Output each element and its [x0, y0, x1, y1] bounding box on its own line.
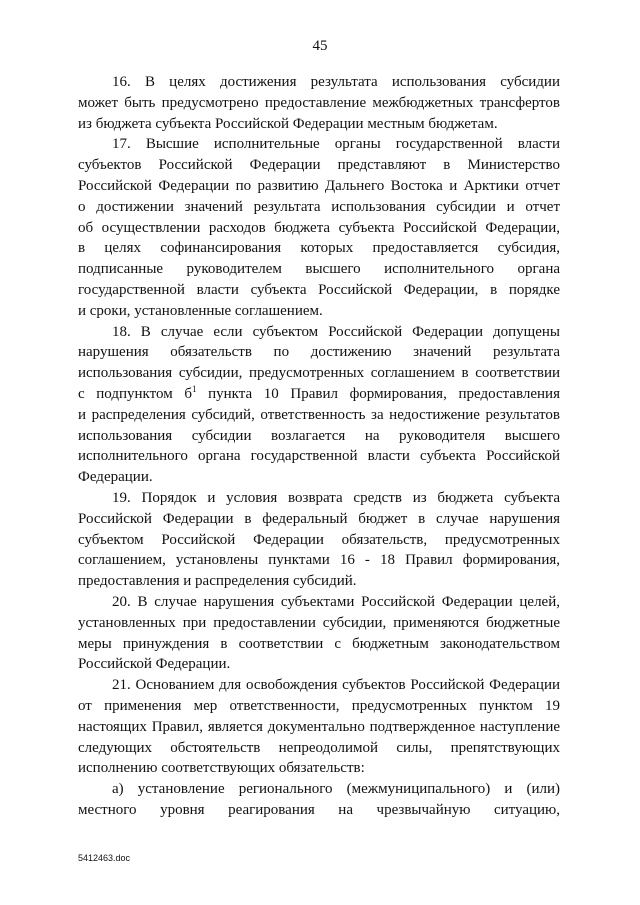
text-line: субъектом Российской Федерации обязательств, предусмотренных: [78, 531, 560, 548]
text-line: Российской Федерации в федеральный бюджет в случае нарушения: [78, 510, 560, 527]
paragraph-20: [78, 592, 560, 675]
text-fragment: пункта 10 Правил формирования, предоставления: [196, 385, 560, 402]
text-line: 17. Высшие исполнительные органы государственной власти: [112, 136, 560, 153]
paragraph-17: [78, 134, 560, 321]
file-name-footer: 5412463.doc: [78, 853, 131, 863]
text-line: настоящих Правил, является документально подтвержденное наступление: [78, 718, 560, 735]
paragraph-18: [78, 322, 560, 488]
text-line: от применения мер ответственности, предусмотренных пунктом 19: [78, 697, 560, 714]
text-line: установленных при предоставлении субсидии, применяются бюджетные: [78, 614, 560, 631]
text-line: государственной власти субъекта Российской Федерации, в порядке: [78, 281, 560, 298]
text-line: в целях софинансирования которых предоставляется субсидия,: [78, 240, 560, 257]
text-line: субъектов Российской Федерации представляют в Министерство: [78, 157, 560, 174]
text-line: меры принуждения в соответствии с бюджетным законодательством: [78, 635, 560, 652]
text-line: местного уровня реагирования на чрезвычайную ситуацию,: [78, 801, 560, 818]
text-line: соглашением, установлены пунктами 16 - 18 Правил формирования,: [78, 552, 560, 569]
text-line: 21. Основанием для освобождения субъектов Российской Федерации: [112, 677, 560, 694]
text-line: следующих обстоятельств непреодолимой силы, препятствующих: [78, 739, 560, 756]
text-line: исполнению соответствующих обязательств:: [78, 760, 365, 777]
paragraph-a: [78, 779, 560, 821]
text-line: использования субсидии возлагается на руководителя высшего: [78, 427, 560, 444]
text-line: из бюджета субъекта Российской Федерации местным бюджетам.: [78, 115, 498, 132]
page-number: 45: [312, 38, 328, 54]
text-line: и сроки, установленные соглашением.: [78, 302, 323, 319]
text-line: 16. В целях достижения результата использования субсидии: [112, 74, 560, 90]
text-line: подписанные руководителем высшего исполнительного органа: [78, 261, 560, 278]
text-line: о достижении значений результата использования субсидии и отчет: [78, 198, 560, 215]
text-line: и распределения субсидий, ответственность за недостижение результатов: [78, 406, 560, 423]
text-line: а) установление регионального (межмуниципального) и (или): [112, 781, 560, 798]
text-line: нарушения обязательств по достижению значений результата: [78, 344, 560, 361]
document-body: [78, 72, 560, 821]
text-line: Федерации.: [78, 469, 153, 486]
text-line: предоставления и распределения субсидий.: [78, 573, 357, 590]
text-line-with-superscript: [78, 384, 560, 405]
text-fragment: с подпунктом б: [78, 385, 192, 402]
text-line: исполнительного органа государственной власти субъекта Российской: [78, 448, 560, 465]
paragraph-21: [78, 675, 560, 779]
text-line: 20. В случае нарушения субъектами Российской Федерации целей,: [112, 593, 560, 610]
text-line: использования субсидии, предусмотренных соглашением в соответствии: [78, 365, 560, 382]
text-line: об осуществлении расходов бюджета субъекта Российской Федерации,: [78, 219, 560, 236]
text-line: Российской Федерации.: [78, 656, 231, 673]
text-line: 18. В случае если субъектом Российской Федерации допущены: [112, 323, 560, 340]
paragraph-19: [78, 488, 560, 592]
text-line: 19. Порядок и условия возврата средств из бюджета субъекта: [112, 489, 560, 506]
text-line: Российской Федерации по развитию Дальнего Востока и Арктики отчет: [78, 177, 560, 194]
paragraph-16: [78, 72, 560, 134]
superscript: 1: [191, 383, 197, 394]
text-line: может быть предусмотрено предоставление межбюджетных трансфертов: [78, 94, 560, 111]
